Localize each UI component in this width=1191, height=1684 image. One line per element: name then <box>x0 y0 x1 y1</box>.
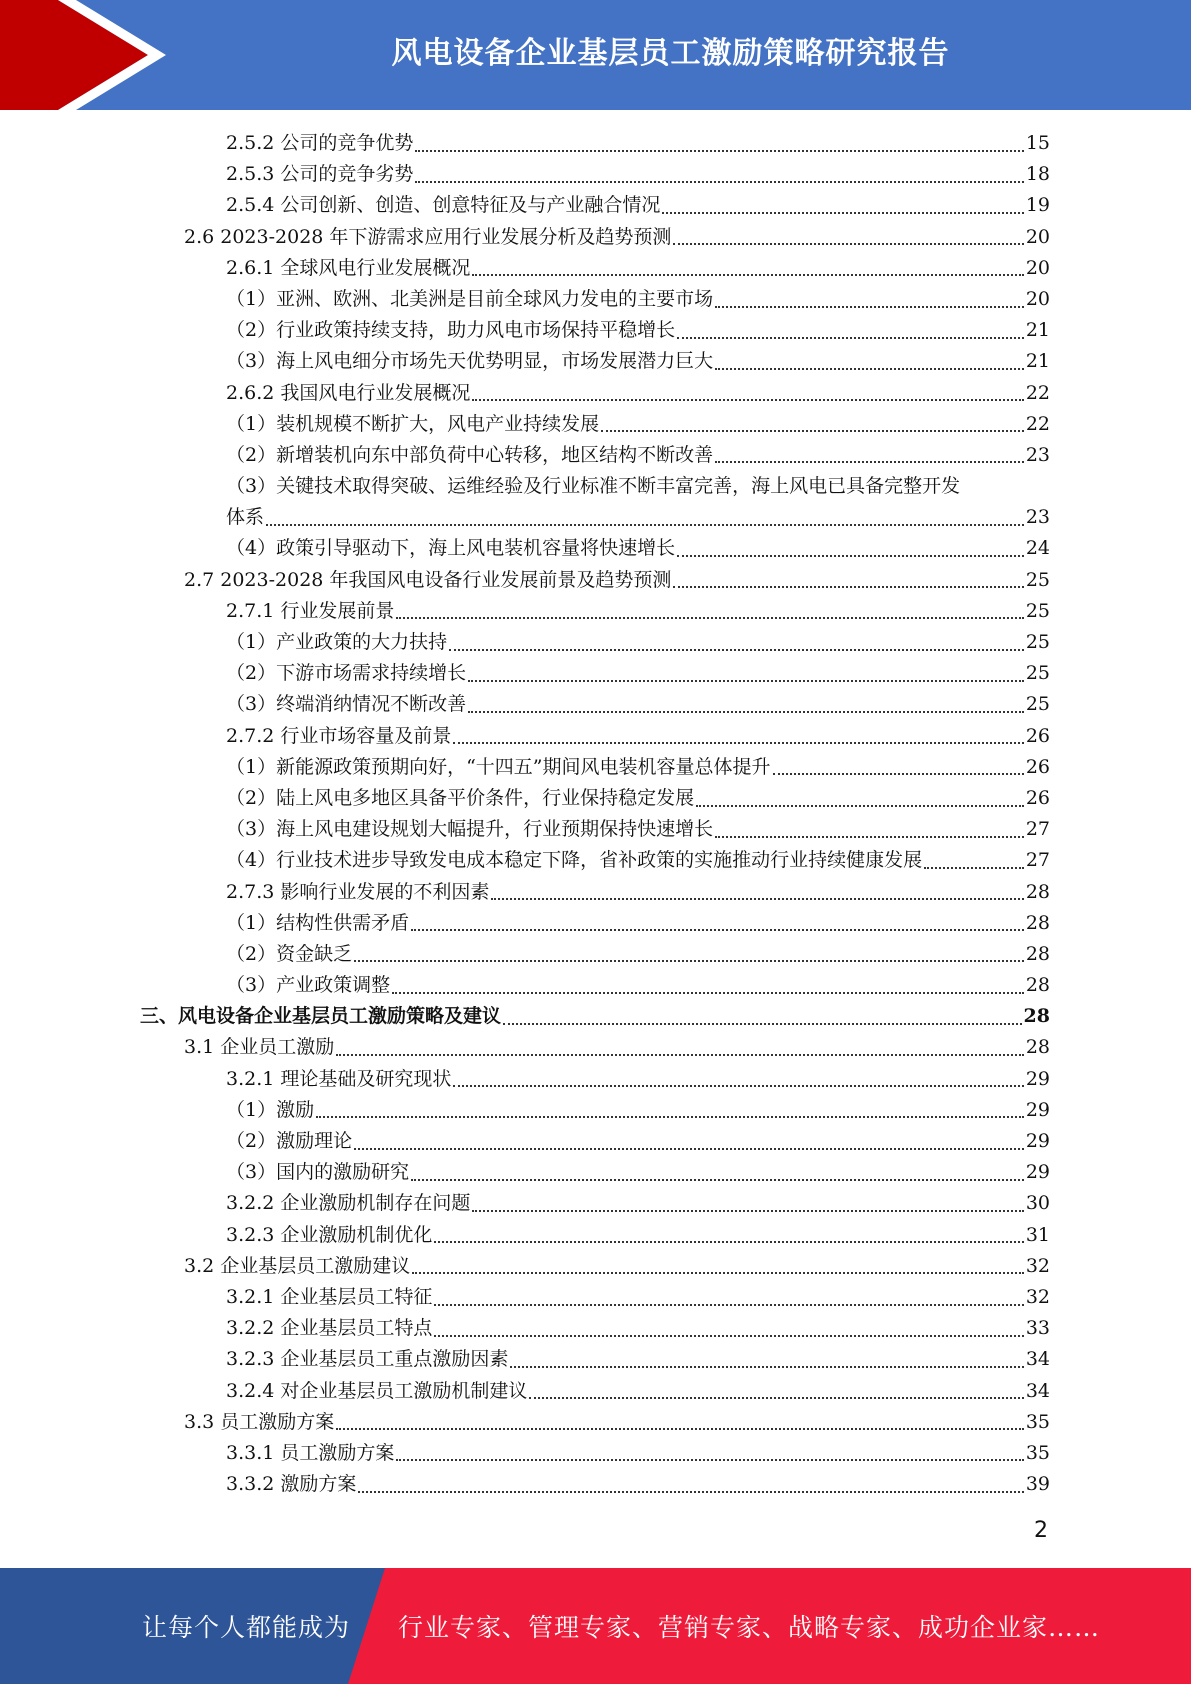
toc-entry-page: 28 <box>1025 942 1050 965</box>
toc-entry-title: （2）行业政策持续支持，助力风电市场保持平稳增长 <box>226 319 676 342</box>
toc-entry[interactable] <box>140 128 1050 159</box>
toc-entry[interactable] <box>140 596 1050 627</box>
toc-entry-title: 2.6.2 我国风电行业发展概况 <box>226 381 471 404</box>
toc-entry-page: 21 <box>1025 319 1050 342</box>
toc-leader-dots <box>715 306 1024 308</box>
toc-entry-title: 2.7.3 影响行业发展的不利因素 <box>226 880 490 903</box>
toc-entry-page: 26 <box>1025 724 1050 747</box>
toc-entry[interactable] <box>140 1282 1050 1313</box>
toc-entry[interactable] <box>140 315 1050 346</box>
toc-entry-title: （3）关键技术取得突破、运维经验及行业标准不断丰富完善，海上风电已具备完整开发 <box>226 475 961 498</box>
toc-leader-dots <box>434 1304 1023 1306</box>
toc-entry[interactable] <box>140 783 1050 814</box>
toc-leader-dots <box>673 586 1023 588</box>
toc-entry[interactable] <box>140 1313 1050 1344</box>
toc-entry[interactable] <box>140 877 1050 908</box>
toc-entry-title: （1）激励 <box>226 1098 315 1121</box>
toc-entry-page: 34 <box>1025 1379 1050 1402</box>
toc-entry-page: 34 <box>1025 1348 1050 1371</box>
toc-entry-page: 25 <box>1025 662 1050 685</box>
toc-entry-page: 15 <box>1025 132 1050 154</box>
toc-entry-page: 28 <box>1025 880 1050 903</box>
toc-entry-page: 24 <box>1025 537 1050 560</box>
toc-entry[interactable] <box>140 1438 1050 1469</box>
toc-entry[interactable] <box>140 1157 1050 1188</box>
toc-entry[interactable] <box>140 284 1050 315</box>
toc-entry-title: （3）产业政策调整 <box>226 974 391 997</box>
toc-leader-dots <box>354 960 1024 962</box>
toc-entry-page: 25 <box>1025 568 1050 591</box>
toc-entry-title: 2.7.1 行业发展前景 <box>226 599 395 622</box>
toc-entry-page: 19 <box>1025 194 1050 217</box>
toc-entry-title: （1）装机规模不断扩大，风电产业持续发展 <box>226 412 600 435</box>
toc-entry-page: 23 <box>1025 506 1050 529</box>
toc-entry-page: 31 <box>1025 1223 1050 1246</box>
toc-entry-title: 3.2.2 企业激励机制存在问题 <box>226 1192 471 1215</box>
toc-leader-dots <box>503 1023 1022 1025</box>
toc-leader-dots <box>472 399 1023 401</box>
page-header <box>0 0 1191 110</box>
toc-entry-page: 22 <box>1025 412 1050 435</box>
toc-entry[interactable] <box>140 1064 1050 1095</box>
toc-entry[interactable] <box>140 471 1050 502</box>
toc-entry-title: （4）行业技术进步导致发电成本稳定下降，省补政策的实施推动行业持续健康发展 <box>226 849 923 872</box>
toc-leader-dots <box>411 1179 1024 1181</box>
toc-entry-title: 3.2.1 企业基层员工特征 <box>226 1285 433 1308</box>
toc-entry[interactable] <box>140 752 1050 783</box>
toc-entry-page: 22 <box>1025 381 1050 404</box>
toc-entry-page: 29 <box>1025 1067 1050 1090</box>
toc-leader-dots <box>358 1491 1023 1493</box>
toc-leader-dots <box>924 867 1024 869</box>
toc-entry-title: 3.3 员工激励方案 <box>184 1410 335 1433</box>
toc-entry-page: 39 <box>1025 1473 1050 1496</box>
toc-entry[interactable] <box>140 1376 1050 1407</box>
toc-entry-title: （3）终端消纳情况不断改善 <box>226 693 467 716</box>
toc-entry-page: 29 <box>1025 1130 1050 1152</box>
toc-entry-title: （2）资金缺乏 <box>226 942 353 965</box>
toc-leader-dots <box>434 1241 1023 1243</box>
toc-entry-title: （3）国内的激励研究 <box>226 1161 410 1184</box>
toc-entry[interactable] <box>140 253 1050 284</box>
toc-entry-page: 33 <box>1025 1317 1050 1340</box>
toc-entry-page: 32 <box>1025 1285 1050 1308</box>
toc-entry[interactable] <box>140 1126 1050 1157</box>
toc-entry[interactable] <box>140 1407 1050 1438</box>
toc-leader-dots <box>529 1397 1023 1399</box>
toc-entry[interactable] <box>140 721 1050 752</box>
toc-entry-title: 三、风电设备企业基层员工激励策略及建议 <box>140 1005 502 1028</box>
toc-entry-title: （1）产业政策的大力扶持 <box>226 631 448 653</box>
toc-entry-page: 18 <box>1025 163 1050 186</box>
toc-entry-page: 27 <box>1025 849 1050 872</box>
toc-leader-dots <box>411 929 1024 931</box>
toc-entry-page: 25 <box>1025 631 1050 653</box>
header-title: 风电设备企业基层员工激励策略研究报告 <box>391 36 950 71</box>
toc-entry-title: （3）海上风电细分市场先天优势明显，市场发展潜力巨大 <box>226 350 714 373</box>
toc-entry[interactable] <box>140 1251 1050 1282</box>
toc-entry-title: 3.2.2 企业基层员工特点 <box>226 1317 433 1340</box>
toc-entry-title: 体系 <box>226 506 265 529</box>
toc-entry-title: 3.2.1 理论基础及研究现状 <box>226 1067 452 1090</box>
toc-entry[interactable] <box>140 1095 1050 1126</box>
toc-entry[interactable] <box>140 970 1050 1001</box>
toc-entry-page: 28 <box>1023 1005 1050 1028</box>
toc-leader-dots <box>715 368 1024 370</box>
page-number: 2 <box>1034 1518 1048 1543</box>
toc-entry-page: 29 <box>1025 1161 1050 1184</box>
toc-entry[interactable] <box>140 814 1050 845</box>
toc-entry-page: 25 <box>1025 693 1050 716</box>
toc-leader-dots <box>472 274 1023 276</box>
toc-leader-dots <box>449 649 1024 651</box>
toc-entry[interactable] <box>140 908 1050 939</box>
toc-leader-dots <box>601 430 1024 432</box>
toc-leader-dots <box>491 898 1023 900</box>
toc-entry[interactable] <box>140 378 1050 409</box>
toc-entry-page: 28 <box>1025 974 1050 997</box>
toc-entry-title: （2）陆上风电多地区具备平价条件，行业保持稳定发展 <box>226 786 695 809</box>
toc-entry-page: 20 <box>1025 287 1050 310</box>
toc-leader-dots <box>415 181 1023 183</box>
toc-entry[interactable] <box>140 159 1050 190</box>
toc-entry-title: （1）亚洲、欧洲、北美洲是目前全球风力发电的主要市场 <box>226 287 714 310</box>
toc-entry-title: （1）结构性供需矛盾 <box>226 911 410 934</box>
toc-entry[interactable] <box>140 409 1050 440</box>
toc-entry-title: 2.5.4 公司创新、创造、创意特征及与产业融合情况 <box>226 194 661 217</box>
toc-entry[interactable] <box>140 845 1050 876</box>
toc-leader-dots <box>696 805 1024 807</box>
toc-entry-title: （4）政策引导驱动下，海上风电装机容量将快速增长 <box>226 537 676 560</box>
toc-entry-page: 28 <box>1025 1036 1050 1059</box>
toc-entry[interactable] <box>140 502 1050 533</box>
toc-entry[interactable] <box>140 565 1050 596</box>
toc-leader-dots <box>472 1210 1023 1212</box>
toc-leader-dots <box>415 150 1023 152</box>
toc-entry[interactable] <box>140 222 1050 253</box>
page-footer <box>0 1568 1191 1684</box>
toc-entry[interactable] <box>140 1469 1050 1500</box>
toc-entry-title: 2.6 2023-2028 年下游需求应用行业发展分析及趋势预测 <box>184 225 672 248</box>
toc-entry[interactable] <box>140 1001 1050 1032</box>
toc-leader-dots <box>677 555 1024 557</box>
toc-entry-title: 2.7 2023-2028 年我国风电设备行业发展前景及趋势预测 <box>184 568 672 591</box>
footer-slogan-left: 让每个人都能成为 <box>142 1613 351 1642</box>
toc-leader-dots <box>392 992 1024 994</box>
toc-leader-dots <box>468 680 1024 682</box>
toc-entry-title: （2）激励理论 <box>226 1130 353 1152</box>
toc-leader-dots <box>266 524 1024 526</box>
toc-leader-dots <box>715 836 1024 838</box>
toc-entry[interactable] <box>140 190 1050 221</box>
toc-entry[interactable] <box>140 627 1050 658</box>
toc-leader-dots <box>336 1428 1024 1430</box>
toc-entry-page: 29 <box>1025 1098 1050 1121</box>
toc-entry[interactable] <box>140 1188 1050 1219</box>
toc-entry-page: 23 <box>1025 443 1050 466</box>
toc-entry-title: 3.1 企业员工激励 <box>184 1036 335 1059</box>
toc-entry-page: 26 <box>1025 755 1050 778</box>
toc-entry[interactable] <box>140 658 1050 689</box>
toc-entry-title: （2）新增装机向东中部负荷中心转移，地区结构不断改善 <box>226 443 714 466</box>
toc-entry-page: 20 <box>1025 225 1050 248</box>
toc-entry-title: （1）新能源政策预期向好，“十四五”期间风电装机容量总体提升 <box>226 755 771 778</box>
toc-entry-title: 3.3.1 员工激励方案 <box>226 1441 395 1464</box>
toc-leader-dots <box>396 617 1023 619</box>
toc-entry-title: 3.2.4 对企业基层员工激励机制建议 <box>226 1379 528 1402</box>
toc-entry-title: 2.5.3 公司的竞争劣势 <box>226 163 414 186</box>
toc-leader-dots <box>354 1148 1024 1150</box>
toc-entry[interactable] <box>140 1220 1050 1251</box>
toc-entry-page: 20 <box>1025 256 1050 279</box>
table-of-contents <box>140 128 1050 1500</box>
toc-leader-dots <box>662 212 1023 214</box>
toc-entry-title: 2.7.2 行业市场容量及前景 <box>226 724 452 747</box>
toc-entry-page: 27 <box>1025 818 1050 841</box>
toc-entry-title: （2）下游市场需求持续增长 <box>226 662 467 685</box>
toc-entry-page: 32 <box>1025 1254 1050 1277</box>
toc-entry-page: 30 <box>1025 1192 1050 1215</box>
toc-entry-page: 21 <box>1025 350 1050 373</box>
toc-leader-dots <box>336 1054 1024 1056</box>
toc-leader-dots <box>510 1366 1023 1368</box>
toc-entry[interactable] <box>140 533 1050 564</box>
toc-entry-title: （3）海上风电建设规划大幅提升，行业预期保持快速增长 <box>226 818 714 841</box>
toc-entry-page: 35 <box>1025 1410 1050 1433</box>
toc-entry-page: 35 <box>1025 1441 1050 1464</box>
toc-entry-page: 25 <box>1025 599 1050 622</box>
toc-leader-dots <box>715 461 1024 463</box>
toc-entry[interactable] <box>140 440 1050 471</box>
toc-entry-title: 3.2.3 企业基层员工重点激励因素 <box>226 1348 509 1371</box>
toc-leader-dots <box>412 1272 1024 1274</box>
footer-slogan-right: 行业专家、管理专家、营销专家、战略专家、成功企业家…… <box>398 1613 1101 1642</box>
toc-leader-dots <box>773 773 1024 775</box>
toc-entry[interactable] <box>140 346 1050 377</box>
toc-entry-title: 3.3.2 激励方案 <box>226 1473 357 1496</box>
toc-leader-dots <box>673 243 1023 245</box>
toc-leader-dots <box>453 742 1023 744</box>
toc-entry-page: 26 <box>1025 786 1050 809</box>
toc-entry-title: 3.2 企业基层员工激励建议 <box>184 1254 411 1277</box>
toc-entry[interactable] <box>140 939 1050 970</box>
toc-leader-dots <box>468 711 1024 713</box>
toc-entry-title: 3.2.3 企业激励机制优化 <box>226 1223 433 1246</box>
toc-leader-dots <box>316 1116 1024 1118</box>
toc-leader-dots <box>434 1335 1023 1337</box>
toc-entry[interactable] <box>140 1344 1050 1375</box>
toc-leader-dots <box>396 1459 1023 1461</box>
toc-entry-page: 28 <box>1025 911 1050 934</box>
toc-leader-dots <box>453 1085 1023 1087</box>
toc-entry-title: 2.5.2 公司的竞争优势 <box>226 132 414 154</box>
toc-leader-dots <box>677 337 1024 339</box>
toc-entry-title: 2.6.1 全球风电行业发展概况 <box>226 256 471 279</box>
toc-entry[interactable] <box>140 1032 1050 1063</box>
toc-entry[interactable] <box>140 689 1050 720</box>
